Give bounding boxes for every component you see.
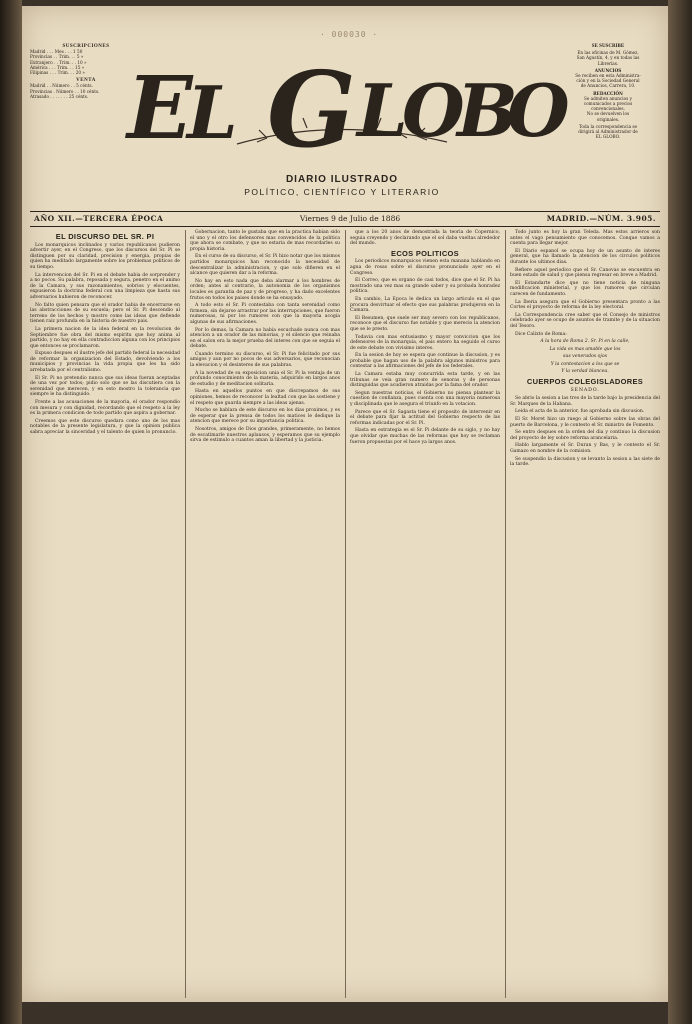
subscription-row: Provincias . . Trim. . . 5 » [30, 54, 84, 60]
notice-row: San Agustín, 4, y en todas las [576, 55, 640, 61]
notice-row: de Anuncios, Carrera, 10. [580, 83, 636, 89]
notice-row: ción y en la Sociedad General [576, 78, 640, 84]
subscription-row: América . . . Trim. . . 15 » [30, 64, 85, 70]
paragraph: No falto quien pensara que el orador habia de encerrarse en las abstracciones de su escuela; pero el Sr. Pi descendio al terreno de los hechos y mostro como las ideas que defiende tienen raiz profunda en la historia de nuestro pais. [30, 302, 180, 325]
dateline-bar [30, 211, 660, 227]
paragraph: Los monarquicos inclinados y varios republicanos pudieron advertir ayer, en el Congreso, que los discursos del Sr. Pi se distinguen por su claridad, precision y energia, propias de quien ha meditado largamente sobre los problemas politicos de su tiempo. [30, 242, 180, 270]
masthead-tagline: POLÍTICO, CIENTÍFICO Y LITERARIO [244, 187, 440, 197]
paragraph: La Iberia asegura que el Gobierno presentara pronto a las Cortes el proyecto de reforma de la ley electoral. [510, 299, 660, 311]
paragraph: Hasta en estrategia es el Sr. Pi delante de su siglo, y no hay que olvidar que muchas de las reformas que hoy se reclaman fueron propuestas por el hace ya largos anos. [350, 428, 500, 445]
paragraph: El Estandarte dice que no tiene noticia de ninguna modificacion ministerial, y que los rumores que circulan carecen de fundamento. [510, 280, 660, 297]
notice-row: En las oficinas de M. Gómez, [577, 50, 639, 56]
svg-text:O: O [402, 68, 465, 153]
paragraph: Frente a las acusaciones de la mayoria, el orador respondio con mesura y con dignidad, recordando que el respeto a la ley es la primera condicion de todo partido que aspira a gobernar. [30, 400, 180, 417]
column-4 [510, 230, 660, 998]
poem-line: La vida es mas amable que los [549, 346, 621, 352]
masthead-subtitle-block [152, 174, 532, 197]
notice-row: dirigirá al Administrador de [578, 129, 638, 135]
paragraph: La intervencion del Sr. Pi en el debate habia de sorprender y a no pocos. Su palabra, reposada y segura, penetro en el animo de la Camara, y sus razonamientos, sobrios y elocuentes, expusieron la doctrina federal con una limpieza que hasta sus adversarios hubieron de reconocer. [30, 272, 180, 300]
article-heading-ecos: ECOS POLITICOS [391, 248, 459, 258]
paragraph: La Correspondencia cree saber que el Consejo de ministros celebrado ayer se ocupo de asuntos de tramite y de la situacion del Tesoro. [510, 312, 660, 329]
notice-row: No se devuelven los [586, 111, 630, 117]
masthead-subtitle: DIARIO ILUSTRADO [285, 174, 399, 185]
poem-line: Y la contestacion a los que se [550, 361, 620, 367]
poem-line: A la hora de Roma 2. Sr. Pi en la calle, [540, 339, 630, 345]
sale-row: Atrasado . . . . . . . 25 cénts. [30, 93, 89, 99]
article-heading-cuerpos: CUERPOS COLEGISLADORES [526, 377, 644, 387]
poem-intro: Dice Calixto de Roma: [515, 331, 567, 337]
paragraph: A todo esto el Sr. Pi contestaba con tanta serenidad como firmeza, sin dejarse arrastrar por las interrupciones, que fueron numerosas, ni por los rumores con que la mayoria acogia algunas de sus afirmaciones. [190, 303, 340, 325]
paragraph: La Camara estaba muy concurrida esta tarde, y en las tribunas se veia gran numero de senoras y de personas distinguidas que acudieron atraidas por la fama del orador. [350, 372, 500, 389]
article-heading-discurso: EL DISCURSO DEL SR. PI [55, 232, 155, 241]
paragraph: Expuso despues el ilustre jefe del partido federal la necesidad de reformar la organizacion del Estado, devolviendo a los municipios y provincias la vida propia que les ha sido arrebatada por el centralismo. [30, 351, 180, 374]
notice-row: Se admiten anuncios y [584, 95, 632, 101]
paragraph: Gobernacion, tanto le gustaba que en la practica habian sido el uno y el otro los defensores mas convencidos de la politica que ahora se combate, y que no estaria de mas recordarles su propia historia. [190, 230, 340, 252]
svg-text:L: L [357, 68, 408, 153]
issue-date: Viernes 9 de Julio de 1886 [299, 214, 401, 223]
paragraph: Refiere aquel periodico que el Sr. Canovas se encuentra en buen estado de salud y que piensa regresar en breve a Madrid. [510, 267, 660, 279]
paragraph: Los periodicos monarquicos vienen esta manana hablando en agua de rosas sobre el discurso pronunciado ayer en el Congreso. [350, 259, 500, 276]
notice-row: convencionales. [591, 106, 625, 112]
paragraph: Cuando termino su discurso, el Sr. Pi fue felicitado por sus amigos y aun por no pocos de sus adversarios, que reconocian la elevacion y el desinteres de sus palabras. [190, 351, 340, 369]
paragraph: Todavia con mas entusiasmo y mayor conviccion que los defensores de la monarquia, el pais entero ha seguido el curso de este debate con vivisimo interes. [350, 334, 500, 351]
page-edge-shadow [668, 0, 692, 1024]
subscriptions-heading: SUSCRIPCIONES [62, 44, 110, 49]
paragraph: Se entro despues en la orden del dia y continuo la discusion del proyecto de ley sobre reforma arancelaria. [510, 430, 660, 441]
svg-text:B: B [457, 68, 518, 153]
issue-number: MADRID.—NÚM. 3.905. [546, 214, 656, 223]
column-divider [345, 230, 346, 998]
masthead-title-text: E [127, 58, 193, 159]
notice-row: originales. [596, 116, 620, 122]
paragraph: Todo junto es hoy la gran Teleda. Mas estos arrieros son antes el vago pensamiento que conocemos. Conque vamos a cuenta para llegar mejor. [510, 230, 660, 247]
sale-row: Madrid . . Número . . 5 cénts. [30, 83, 93, 89]
paragraph: Se abrio la sesion a las tres de la tarde bajo la presidencia del Sr. Marques de la Habana. [510, 396, 660, 407]
notices-box [552, 44, 664, 204]
subscription-row: Madrid . . . Mes . . . 1 50 [30, 49, 83, 55]
paragraph: Leida el acta de la anterior, fue aprobada sin discusion. [515, 409, 645, 415]
masthead-logo [117, 46, 570, 171]
poem-line: sus venerados ojos [563, 354, 607, 360]
paragraph: En el curso de su discurso, el Sr. Pi hizo notar que los mismos partidos monarquicos han reconocido la necesidad de descentralizar la administracion, y que solo difieren en el alcance que quieren dar a la reforma. [190, 254, 340, 277]
notice-row: EL GLOBO. [595, 134, 621, 140]
paragraph: Mucho se hablara de este discurso en los dias proximos, y es de esperar que la prensa de todos los matices le dedique la atencion que merece por su importancia politica. [190, 408, 340, 425]
paragraph: No hay en esto nada que deba alarmar a los hombres de orden; antes al contrario, la autonomia de los organismos locales es garantia de paz y de progreso, y ha dado excelentes frutos en todos los paises donde se ha ensayado. [190, 278, 340, 301]
paragraph: En la sesion de hoy se espera que continue la discusion, y es probable que hagan uso de la palabra algunos ministros para contestar a las afirmaciones del jefe de los federales. [350, 353, 500, 370]
svg-text:O: O [507, 68, 570, 153]
paragraph: El Sr. Pi no pretendio nunca que sus ideas fueran aceptadas de una vez por todos; pidio solo que se las discutiera con la serenidad que merecen, y en esto mostro la tolerancia que siempre le ha distinguido. [30, 375, 180, 398]
paragraph: Se suspendio la discusion y se levanto la sesion a las siete de la tarde. [510, 456, 660, 468]
column-3 [350, 230, 500, 998]
column-divider [505, 230, 506, 998]
paragraph: que a los 20 anos de demostrada la teoria de Copernico, seguia creyendo y declarando que el sol daba vueltas alrededor del mundo. [350, 230, 500, 247]
column-divider [185, 230, 186, 998]
paragraph: Hasta en aquellos puntos en que discrepamos de sus opiniones, hemos de reconocer la lealtad con que las sostiene y el respeto que guarda siempre a las ideas ajenas. [190, 389, 340, 406]
paragraph: Hablo largamente el Sr. Duran y Bas, y le contesto el Sr. Gamazo en nombre de la comision. [510, 443, 660, 454]
svg-text:L: L [187, 70, 238, 155]
masthead-title-art [117, 46, 570, 171]
article-columns [30, 230, 660, 998]
subscription-row: Extranjero . . Trim. . . 10 » [30, 59, 87, 65]
sale-row: Provincias . Número . . 10 cénts. [30, 88, 100, 94]
notice-row: REDACCIÓN [593, 90, 623, 96]
sale-heading: VENTA [76, 78, 96, 84]
paragraph: El Resumen, que suele ser muy severo con los republicanos, reconoce que el discurso fue notable y que merecio la atencion que se le presto. [350, 315, 500, 332]
paragraph: Nosotros, amigos de Dios grandes, primeramente, no hemos de escatimarle nuestros aplausos, y esperamos que su ejemplo sirva de estimulo a cuantos aman la libertad y la justicia. [190, 427, 340, 444]
paragraph: A la novedad de su exposicion unia el Sr. Pi la ventaja de un profundo conocimiento de la materia, adquirido en largos anos de estudio y de meditacion solitaria. [190, 370, 340, 387]
newspaper-page [22, 6, 668, 1002]
poem-line: Y la verdad blancea. [561, 369, 609, 375]
paragraph: Por lo demas, la Camara no habia escuchado nunca con mas atencion a un orador de las minorias, y el silencio que reinaba en el salon era la mejor prueba del interes con que se seguia el debate. [190, 327, 340, 350]
notice-row: Librerías. [597, 60, 619, 66]
notice-row: ANUNCIOS [594, 67, 622, 73]
paragraph: Parece que el Sr. Sagasta tiene el proposito de intervenir en el debate para fijar la actitud del Gobierno respecto de las reformas indicadas por el Sr. Pi. [350, 409, 500, 426]
column-1 [30, 230, 180, 998]
svg-text:G: G [267, 48, 356, 171]
paragraph: El Diario espanol se ocupa hoy de un asunto de interes general, que ha llamado la atencion de los circulos politicos durante los ultimos dias. [510, 248, 660, 265]
notice-row: comunicados a precios [583, 101, 633, 107]
subscription-row: Filipinas . . . Trim. . . 20 » [30, 70, 85, 76]
column-2 [190, 230, 340, 998]
notice-row: Se reciben en esta Administra- [575, 73, 641, 79]
paragraph: En cambio, La Epoca le dedica un largo articulo en el que procura desvirtuar el efecto que sus palabras produjeron en la Camara. [350, 296, 500, 314]
paragraph: La primera nacion de la idea federal en la revolucion de Septiembre fue obra del mismo espiritu que hoy anima al partido, y no hay en ella contradiccion alguna con los principios que entonces se proclamaron. [30, 326, 180, 349]
archive-stamp: · 000030 · [320, 30, 379, 39]
article-subheading-senado: SENADO. [570, 387, 600, 393]
epoch-label: AÑO XII.—TERCERA ÉPOCA [34, 214, 164, 223]
notices-heading: SE SUSCRIBE [591, 44, 625, 49]
notice-row: Toda la correspondencia se [578, 123, 638, 129]
paragraph: El Sr. Moret hizo un ruego al Gobierno sobre las obras del puerto de Barcelona, y le contesto el Sr. ministro de Fomento. [510, 417, 660, 428]
book-binding [0, 0, 22, 1024]
paragraph: Creemos que este discurso quedara como uno de los mas notables de la presente legislatura, y que la opinion publica sabra apreciar la sinceridad y el talento de quien lo pronuncio. [30, 418, 180, 435]
paragraph: Segun nuestras noticias, el Gobierno no piensa plantear la cuestion de confianza, pues cuenta con una mayoria numerosa y disciplinada que le asegura el triunfo en la votacion. [350, 390, 500, 408]
paragraph: El Correo, que es organo de casi todos, dice que el Sr. Pi ha mostrado una vez mas su grande saber y su probada honradez politica. [350, 278, 500, 295]
